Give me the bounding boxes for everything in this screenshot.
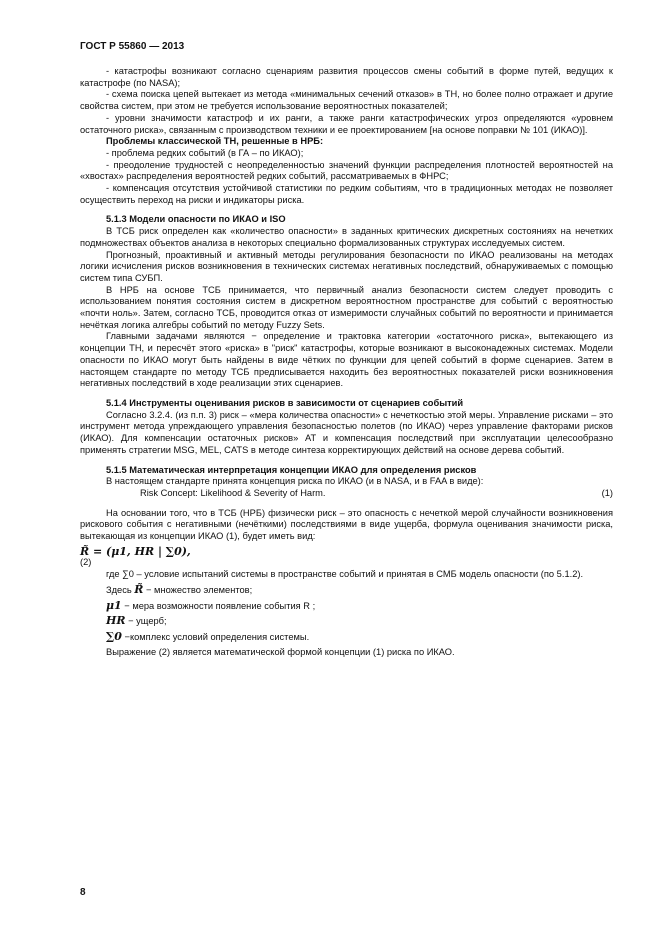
- paragraph: Главными задачами являются − определение и трактовка категории «остаточного риска», вытекающего из концепции ТН, и пересчёт этого «риска» в "риск" катастрофы, которые возникают в высоконадежных системах. Модели опасности по ИКАО могут быть найдены в виде чётких по функции для цепей событий в форме сценариев. Затем в настоящем стандарте по методу ТСБ предписывается находить без вероятностных показателей риски возникновения негативных последствий в ходе реализации этих сценариев.: [80, 331, 613, 389]
- section-5-1-5-title: 5.1.5 Математическая интерпретация концепции ИКАО для определения рисков: [106, 464, 477, 475]
- definition-text: − мера возможности появление события R ;: [121, 600, 316, 611]
- page-content: [80, 66, 613, 658]
- definition-item: [80, 615, 613, 628]
- definition-text: − множество элементов;: [143, 584, 253, 595]
- intro-item: - уровни значимости катастроф и их ранги, а также ранги катастрофических угроз определяются «уровнем остаточного риска», связанным с производством техники и ее проектированием [на основе поправки № 101 (ИКАО)].: [80, 112, 613, 135]
- standard-header: ГОСТ Р 55860 — 2013: [80, 41, 185, 52]
- section-5-1-4-title: 5.1.4 Инструменты оценивания рисков в зависимости от сценариев событий: [106, 397, 464, 408]
- problems-item: - преодоление трудностей с неопределенностью значений функции распределения плотностей вероятностей на «хвостах» распределения вероятностей редких событий, рассматриваемых в ФНРС;: [80, 159, 613, 182]
- equation-1-text: Risk Concept: Likelihood & Severity of Harm.: [140, 487, 326, 498]
- paragraph: В настоящем стандарте принята концепция риска по ИКАО (и в NASA, и в FAA в виде):: [106, 476, 484, 487]
- intro-item: - катастрофы возникают согласно сценариям развития процессов смены событий в форме путей, ведущих к катастрофе (по NASA);: [80, 66, 613, 88]
- symbol-r-tilde: R̃: [134, 582, 144, 596]
- paragraph: В НРБ на основе ТСБ принимается, что первичный анализ безопасности систем следует проводить с использованием понятия состояния систем в дискретном вероятностном пространстве для событий с вероятностью «почти ноль». Затем, согласно ТСБ, проводится отказ от измеримости случайных событий по вероятности и принимается нечёткая логика алгебры событий по методу Fuzzy Sets.: [80, 284, 613, 330]
- symbol-h-r: HR: [106, 614, 126, 628]
- problems-title: Проблемы классической ТН, решенные в НРБ:: [106, 136, 324, 147]
- symbol-mu: μ1: [106, 598, 122, 612]
- definition-text: −комплекс условий определения системы.: [121, 631, 310, 642]
- definition-prefix: Здесь: [106, 584, 135, 595]
- equation-1: [80, 488, 613, 500]
- paragraph: где ∑0 – условие испытаний системы в пространстве событий и принятая в СМБ модель опасности (по 5.1.2).: [106, 569, 584, 580]
- paragraph: На основании того, что в ТСБ (НРБ) физически риск – это опасность с нечеткой мерой случайности возникновения рискового события с негативными (нечёткими) последствиями в виде ущерба, формула оценивания значимости риска, вытекающая из концепции ИКАО (1), будет иметь вид:: [80, 507, 613, 542]
- paragraph: Согласно 3.2.4. (из п.п. 3) риск – «мера количества опасности» с нечеткостью этой меры. Управление рисками – это инструмент метода упреждающего управления безопасностью полетов (по ИКАО) через управление факторами рисков (ИКАО). Для компенсации остаточных рисков» АТ и компенсация последствий при эксплуатации целесообразно применять стратегии MSG, MEL, CATS в методе синтеза корректирующих действий на основе дерева событий.: [80, 409, 613, 455]
- equation-2-number: (2): [80, 557, 92, 568]
- definition-text: − ущерб;: [125, 616, 167, 627]
- definition-item: [80, 631, 613, 644]
- intro-item: - схема поиска цепей вытекает из метода «минимальных сечений отказов» в ТН, но более полно отражает и другие свойства систем, при этом не требуется использование вероятностных показателей;: [80, 89, 613, 112]
- paragraph: В ТСБ риск определен как «количество опасности» в заданных критических дискретных состояниях на нечетких подмножествах объектов анализа в некоторых специально формализованных структурах исследуемых систем.: [80, 226, 613, 248]
- equation-1-number: (1): [601, 487, 613, 498]
- paragraph: Прогнозный, проактивный и активный методы регулирования безопасности по ИКАО реализованы на методах логики исчисления рисков возникновения в технических системах негативных последствий, обнаруживаемых с помощью систем типа СУБП.: [80, 249, 613, 283]
- section-5-1-3-title: 5.1.3 Модели опасности по ИКАО и ISO: [106, 214, 286, 225]
- problems-item: - компенсация отсутствия устойчивой статистики по редким событиям, что в традиционных методах не позволяет осуществить переход на риски и индикаторы риска.: [80, 183, 613, 205]
- paragraph: Выражение (2) является математической формой концепции (1) риска по ИКАО.: [106, 646, 455, 657]
- definition-item: [80, 584, 613, 597]
- formula-2: R̃ = (μ1, HR | ∑0),: [80, 544, 191, 558]
- definition-item: [80, 600, 613, 613]
- problems-item: - проблема редких событий (в ГА – по ИКАО);: [106, 147, 304, 158]
- symbol-sigma: ∑0: [106, 629, 122, 643]
- page-number: 8: [80, 887, 86, 898]
